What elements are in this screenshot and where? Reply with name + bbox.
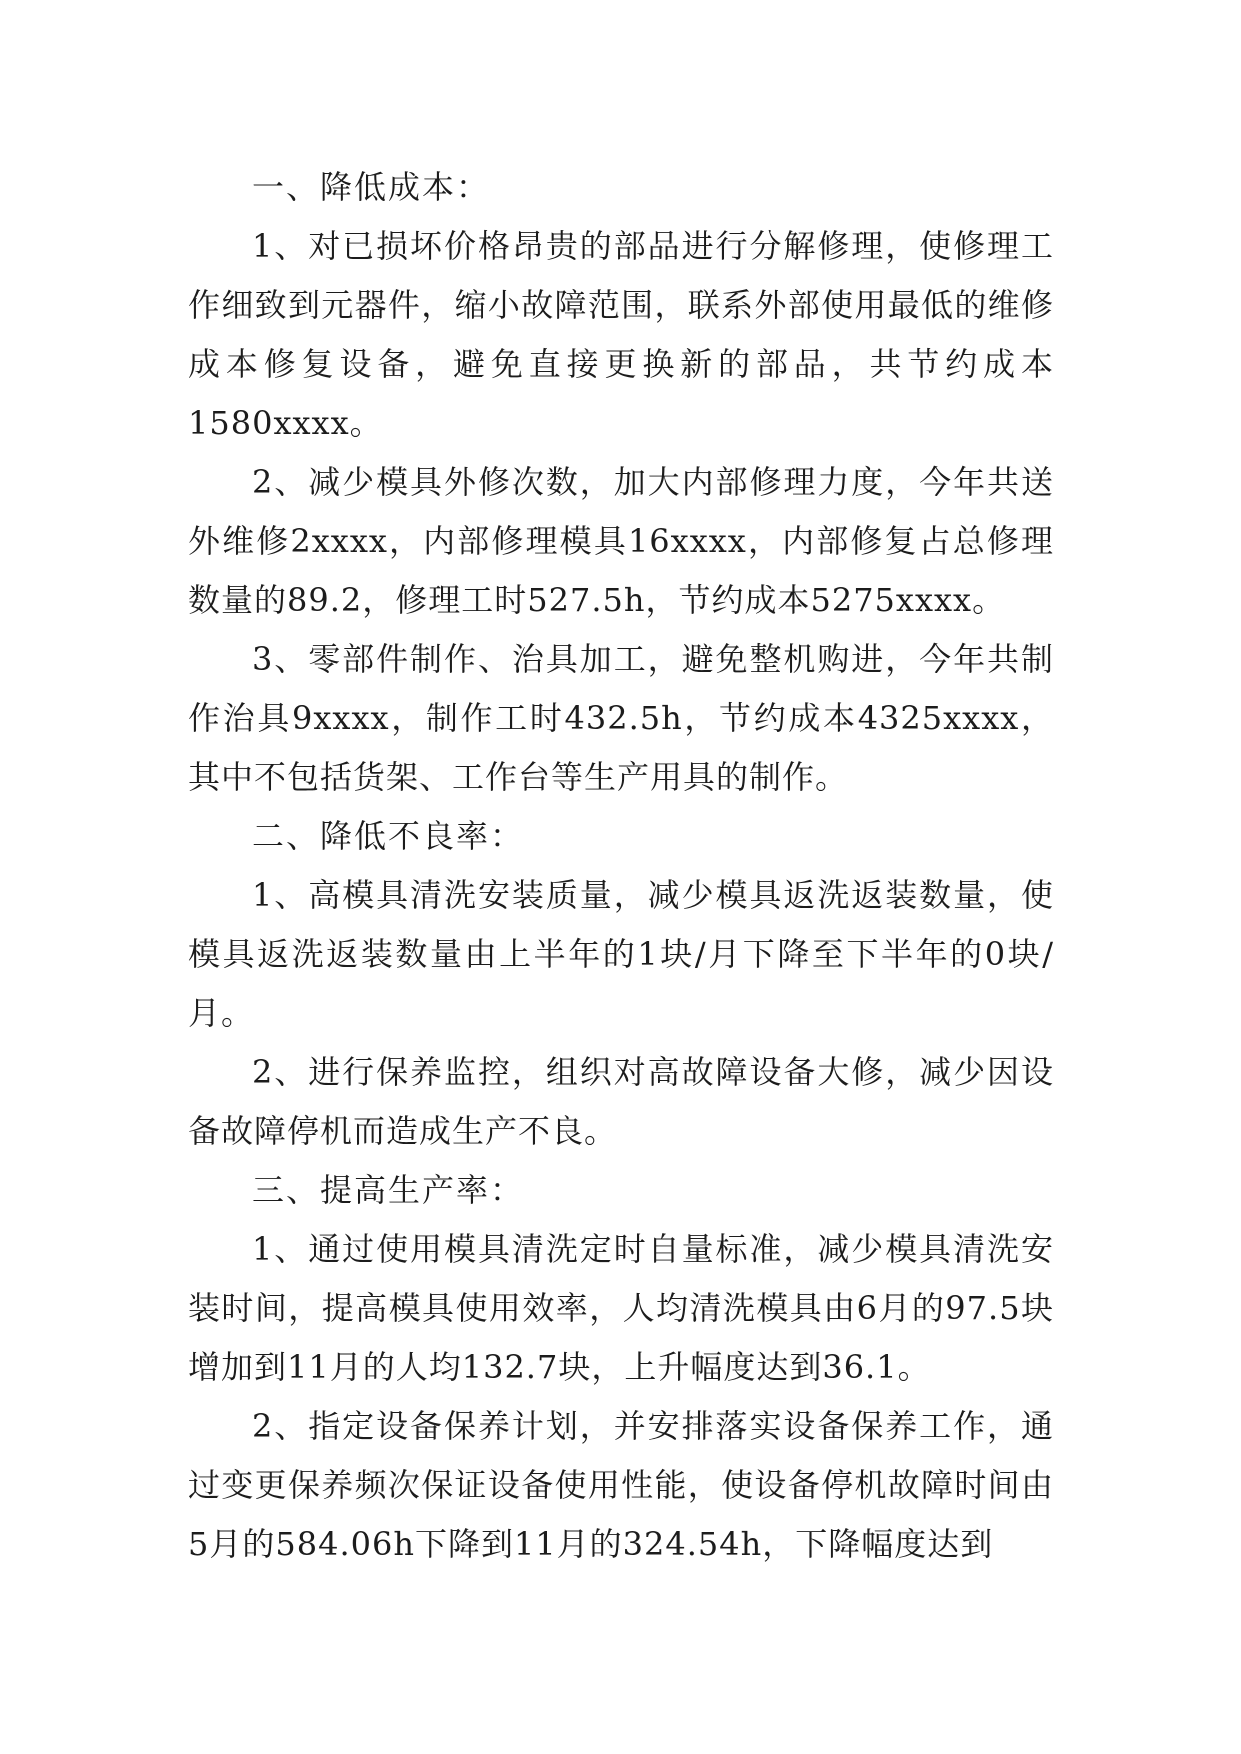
document-page <box>188 158 1054 1574</box>
section-heading-defect: 二、降低不良率： <box>252 817 525 855</box>
section-heading-cost: 一、降低成本： <box>252 168 491 206</box>
paragraph-cost-2: 2、减少模具外修次数，加大内部修理力度，今年共送外维修2xxxx，内部修理模具16xxxx，内部修复占总修理数量的89.2，修理工时527.5h，节约成本5275xxxx。 <box>188 463 1054 619</box>
paragraph-productivity-1: 1、通过使用模具清洗定时自量标准，减少模具清洗安装时间，提高模具使用效率，人均清洗模具由6月的97.5块增加到11月的人均132.7块，上升幅度达到36.1。 <box>188 1230 1054 1386</box>
paragraph-defect-1: 1、高模具清洗安装质量，减少模具返洗返装数量，使模具返洗返装数量由上半年的1块/月下降至下半年的0块/月。 <box>188 876 1054 1032</box>
paragraph-productivity-2: 2、指定设备保养计划，并安排落实设备保养工作，通过变更保养频次保证设备使用性能，使设备停机故障时间由5月的584.06h下降到11月的324.54h，下降幅度达到 <box>188 1407 1054 1563</box>
paragraph-cost-1: 1、对已损坏价格昂贵的部品进行分解修理，使修理工作细致到元器件，缩小故障范围，联系外部使用最低的维修成本修复设备，避免直接更换新的部品，共节约成本1580xxxx。 <box>188 227 1054 442</box>
paragraph-cost-3: 3、零部件制作、治具加工，避免整机购进，今年共制作治具9xxxx，制作工时432.5h，节约成本4325xxxx，其中不包括货架、工作台等生产用具的制作。 <box>188 640 1054 796</box>
paragraph-defect-2: 2、进行保养监控，组织对高故障设备大修，减少因设备故障停机而造成生产不良。 <box>188 1053 1054 1150</box>
section-heading-productivity: 三、提高生产率： <box>252 1171 525 1209</box>
